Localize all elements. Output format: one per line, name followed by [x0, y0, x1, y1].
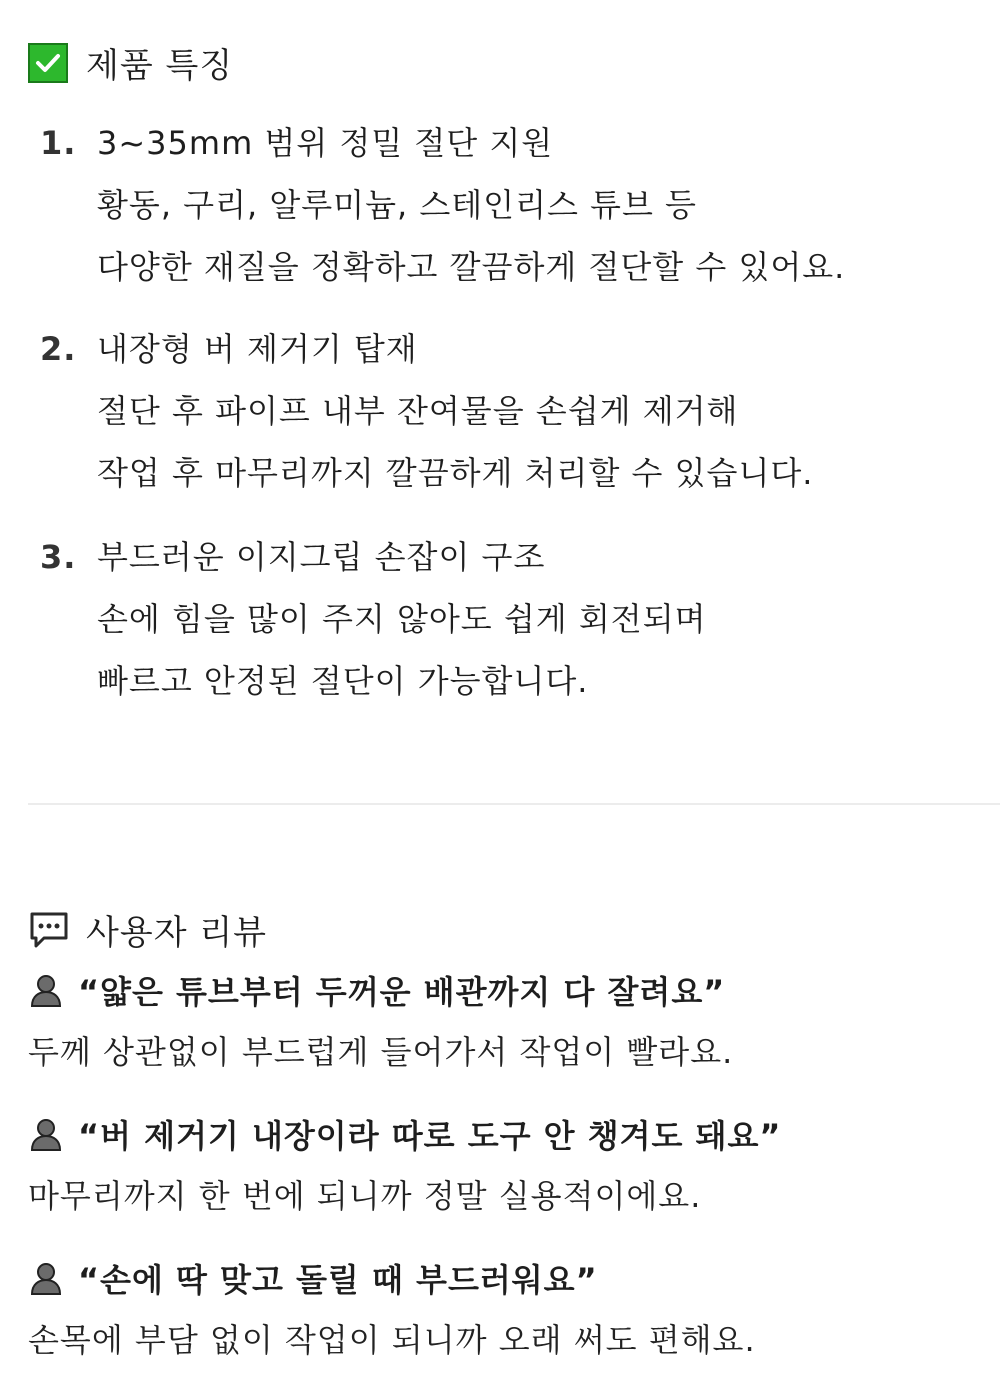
review-quote: “버 제거기 내장이라 따로 도구 안 챙겨도 돼요”: [78, 1117, 782, 1155]
reviews-title-text: 사용자 리뷰: [86, 913, 268, 953]
feature-description-line: 손에 힘을 많이 주지 않아도 쉽게 회전되며: [97, 600, 707, 638]
review-body: 마무리까지 한 번에 되니까 정말 실용적이에요.: [28, 1177, 702, 1215]
person-silhouette-icon: [28, 1116, 64, 1152]
feature-description-line: 절단 후 파이프 내부 잔여물을 손쉽게 제거해: [97, 392, 739, 430]
feature-description-line: 빠르고 안정된 절단이 가능합니다.: [97, 662, 589, 700]
check-mark-button-icon: [28, 43, 68, 83]
review-headline: [28, 1109, 781, 1159]
review-headline: [28, 965, 733, 1015]
feature-description-line: 작업 후 마무리까지 깔끔하게 처리할 수 있습니다.: [97, 454, 814, 492]
feature-headline-row: [40, 318, 813, 380]
feature-number: 1.: [40, 124, 77, 162]
feature-description-line: 황동, 구리, 알루미늄, 스테인리스 튜브 등: [97, 186, 697, 224]
review-item: [28, 1253, 756, 1361]
feature-headline: 부드러운 이지그립 손잡이 구조: [97, 538, 546, 576]
section-divider: [28, 803, 1000, 805]
review-body: 두께 상관없이 부드럽게 들어가서 작업이 빨라요.: [28, 1033, 734, 1071]
reviews-section-title: [28, 905, 267, 954]
person-silhouette-icon: [28, 1260, 64, 1296]
feature-headline: 3~35mm 범위 정밀 절단 지원: [97, 124, 554, 162]
review-item: [28, 1109, 781, 1217]
feature-item: [40, 318, 813, 504]
review-quote: “얇은 튜브부터 두꺼운 배관까지 다 잘려요”: [78, 973, 726, 1011]
feature-headline-row: [40, 112, 845, 174]
feature-item: [40, 112, 845, 298]
speech-balloon-icon: [28, 909, 70, 951]
feature-description-line: 다양한 재질을 정확하고 깔끔하게 절단할 수 있어요.: [97, 248, 846, 286]
feature-number: 3.: [40, 538, 77, 576]
person-silhouette-icon: [28, 972, 64, 1008]
review-quote: “손에 딱 맞고 돌릴 때 부드러워요”: [78, 1261, 598, 1299]
features-title-text: 제품 특징: [86, 46, 234, 86]
feature-headline: 내장형 버 제거기 탑재: [97, 330, 418, 368]
review-item: [28, 965, 733, 1073]
review-body: 손목에 부담 없이 작업이 되니까 오래 써도 편해요.: [28, 1321, 756, 1359]
feature-item: [40, 526, 707, 712]
features-section-title: [28, 38, 233, 87]
feature-headline-row: [40, 526, 707, 588]
feature-number: 2.: [40, 330, 77, 368]
review-headline: [28, 1253, 756, 1303]
